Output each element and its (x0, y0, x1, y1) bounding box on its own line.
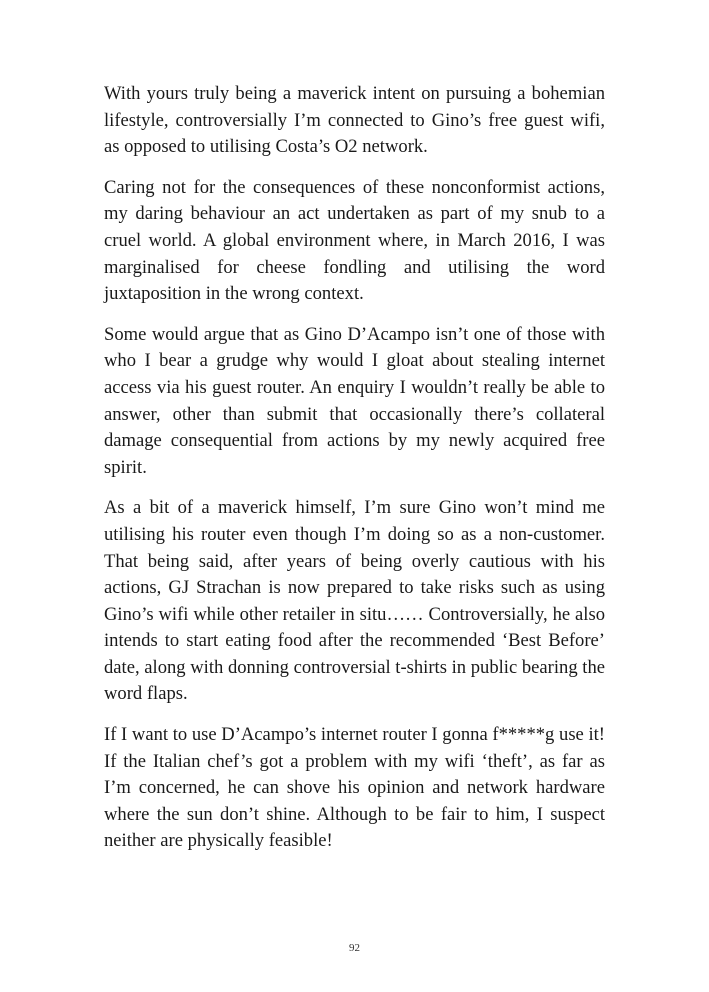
body-text (104, 81, 605, 869)
page-number: 92 (349, 942, 360, 954)
paragraph-1: With yours truly being a maverick intent on pursuing a bohemian lifestyle, controversially I’m connected to Gino’s free guest wifi, as opposed to utilising Costa’s O2 network. (104, 83, 605, 158)
paragraph-3: Some would argue that as Gino D’Acampo isn’t one of those with who I bear a grudge why would I gloat about stealing internet access via his guest router. An enquiry I wouldn’t really be able to answer, other than submit that occasionally there’s collateral damage consequential from actions by my newly acquired free spirit. (104, 323, 605, 478)
paragraph-4: As a bit of a maverick himself, I’m sure Gino won’t mind me utilising his router even though I’m doing so as a non-customer. That being said, after years of being overly cautious with his actions, GJ Strachan is now prepared to take risks such as using Gino’s wifi while other retailer in situ…… Controversially, he also intends to start eating food after the recommended ‘Best Before’ date, along with donning controversial t-shirts in public bearing the word flaps. (104, 497, 605, 705)
paragraph-2: Caring not for the consequences of these nonconformist actions, my daring behaviour an act undertaken as part of my snub to a cruel world. A global environment where, in March 2016, I was marginalised for cheese fondling and utilising the word juxtaposition in the wrong context. (104, 176, 605, 305)
paragraph-5: If I want to use D’Acampo’s internet router I gonna f*****g use it! If the Italian chef’s got a problem with my wifi ‘theft’, as far as I’m concerned, he can shove his opinion and network hardware where the sun don’t shine. Although to be fair to him, I suspect neither are physically feasible! (104, 724, 605, 852)
